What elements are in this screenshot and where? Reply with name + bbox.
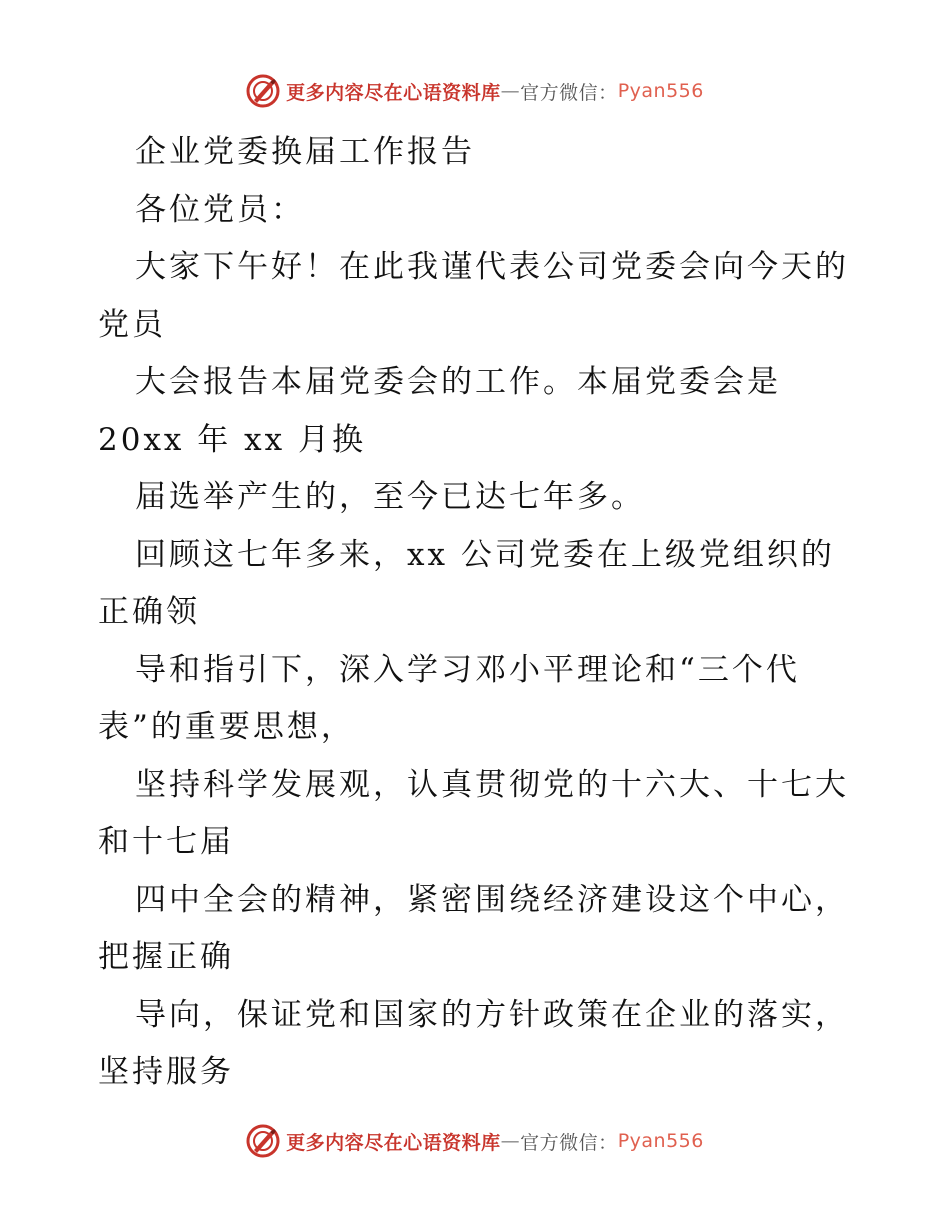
document-body bbox=[98, 124, 858, 1102]
text-line: 导和指引下，深入学习邓小平理论和“三个代 bbox=[135, 651, 800, 688]
text-line: 届选举产生的，至今已达七年多。 bbox=[135, 479, 645, 515]
text-line: 把握正确 bbox=[98, 939, 234, 975]
text-line: 坚持科学发展观，认真贯彻党的十六大、十七大 bbox=[135, 766, 849, 803]
footer-watermark bbox=[0, 1121, 950, 1161]
text-line: 企业党委换届工作报告 bbox=[135, 134, 475, 170]
text-line: 坚持服务 bbox=[98, 1054, 234, 1090]
text-line: 导向，保证党和国家的方针政策在企业的落实， bbox=[135, 996, 849, 1033]
text-line: 和十七届 bbox=[98, 824, 234, 860]
header-watermark bbox=[0, 71, 950, 111]
text-line: 20xx 年 xx 月换 bbox=[98, 421, 366, 458]
text-line: 大会报告本届党委会的工作。本届党委会是 bbox=[135, 364, 781, 400]
text-line: 四中全会的精神，紧密围绕经济建设这个中心， bbox=[135, 881, 849, 918]
text-line: 党员 bbox=[98, 306, 166, 343]
watermark-text: 更多内容尽在心语资料库 — 官方微信： Pyan556 bbox=[286, 1130, 704, 1154]
text-line: 大家下午好！在此我谨代表公司党委会向今天的 bbox=[135, 249, 849, 285]
text-line: 回顾这七年多来，xx 公司党委在上级党组织的 bbox=[135, 536, 835, 573]
text-line: 正确领 bbox=[98, 594, 200, 630]
text-line: 表”的重要思想， bbox=[98, 709, 355, 745]
watermark-text: 更多内容尽在心语资料库 — 官方微信： Pyan556 bbox=[286, 80, 704, 104]
pen-logo-icon bbox=[246, 1124, 280, 1158]
text-line: 各位党员： bbox=[135, 191, 305, 228]
pen-logo-icon bbox=[246, 74, 280, 108]
